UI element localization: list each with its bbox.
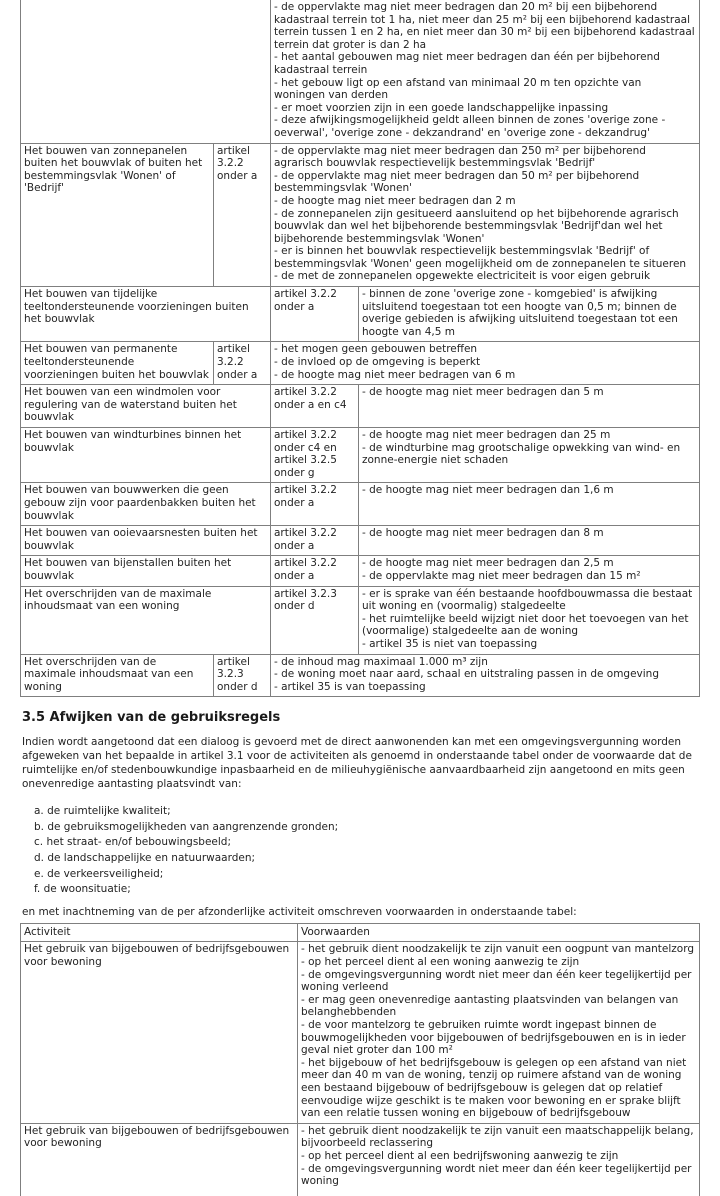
activity-cell: Het gebruik van bijgebouwen of bedrijfsgebouwen voor bewoning	[21, 1124, 298, 1196]
activity-cell: Het bouwen van bouwwerken die geen gebouw zijn voor paardenbakken buiten het bouwvlak	[21, 483, 271, 525]
condition-item: - de windturbine mag grootschalige opwekking van wind- en zonne-energie niet schaden	[362, 441, 681, 467]
conditions-cell	[271, 0, 700, 143]
condition-item: - de inhoud mag maximaal 1.000 m³ zijn	[274, 655, 488, 668]
activity-cell	[21, 0, 271, 143]
criteria-item: c. het straat- en/of bebouwingsbeeld;	[34, 836, 232, 849]
activity-cell: Het bouwen van tijdelijke teeltondersteunende voorzieningen buiten het bouwvlak	[21, 287, 271, 341]
criteria-list	[34, 804, 700, 898]
condition-item: - de zonnepanelen zijn gesitueerd aansluitend op het bijbehorende agrarisch bouwvlak dan wel het bijbehorende bestemmingsvlak 'Bedrijf'dan wel het bijbehorende bestemmingsvlak 'Wonen'	[274, 207, 679, 245]
conditions-cell	[359, 556, 700, 585]
rule-row	[21, 556, 700, 586]
activity-cell: Het bouwen van permanente teeltondersteunende voorzieningen buiten het bouwvlak	[21, 342, 214, 384]
activity-cell: Het bouwen van bijenstallen buiten het bouwvlak	[21, 556, 271, 585]
rule-row	[21, 428, 700, 483]
condition-item: - het ruimtelijke beeld wijzigt niet door het toevoegen van het (voormalige) stalgedeelte aan de woning	[362, 612, 689, 638]
section-intro: Indien wordt aangetoond dat een dialoog is gevoerd met de direct aanwonenden kan met een omgevingsvergunning worden afgeweken van het bepaalde in artikel 3.1 voor de activiteiten als genoemd in onderstaande tabel onder de voorwaarde dat de ruimtelijke en/of stedenbouwkundige inpasbaarheid en de milieuhygiënische aanvaardbaarheid zijn aangetoond en mits geen onevenredige aantasting plaatsvindt van:	[22, 736, 692, 791]
rule-row	[21, 0, 700, 144]
condition-item: - artikel 35 is van toepassing	[274, 680, 426, 693]
condition-item: - de hoogte mag niet meer bedragen dan 2,5 m	[362, 557, 614, 570]
condition-item: - er is sprake van één bestaande hoofdbouwmassa die bestaat uit woning en (voormalig) stalgedeelte	[362, 587, 693, 613]
rule-row	[21, 587, 700, 655]
article-cell: artikel 3.2.2 onder a	[214, 144, 271, 287]
conditions-cell	[359, 287, 700, 341]
activity-cell: Het overschrijden van de maximale inhoudsmaat van een woning	[21, 587, 271, 654]
rule-row	[21, 287, 700, 342]
activity-cell: Het bouwen van ooievaarsnesten buiten het bouwvlak	[21, 526, 271, 555]
condition-item: - de hoogte mag niet meer bedragen dan 8 m	[362, 527, 604, 540]
condition-item: - de woning moet naar aard, schaal en uitstraling passen in de omgeving	[274, 668, 660, 681]
conditions-cell	[359, 587, 700, 654]
activity-cell: Het bouwen van een windmolen voor regulering van de waterstand buiten het bouwvlak	[21, 385, 271, 427]
condition-item: - de omgevingsvergunning wordt niet meer dan één keer tegelijkertijd per woning verleend	[301, 968, 692, 994]
activity-cell: Het overschrijden van de maximale inhoudsmaat van een woning	[21, 655, 214, 697]
rule-row	[21, 483, 700, 526]
column-header-activiteit: Activiteit	[21, 924, 298, 942]
conditions-cell	[298, 942, 700, 1122]
use-rule-row	[21, 942, 700, 1123]
article-cell: artikel 3.2.3 onder d	[271, 587, 359, 654]
activity-cell: Het bouwen van windturbines binnen het bouwvlak	[21, 428, 271, 482]
conditions-cell	[359, 526, 700, 555]
condition-item: - op het perceel dient al een bedrijfswoning aanwezig te zijn	[301, 1149, 619, 1162]
article-cell: artikel 3.2.2 onder a	[271, 287, 359, 341]
conditions-cell	[271, 655, 700, 697]
table-intro: en met inachtneming van de per afzonderlijke activiteit omschreven voorwaarden in onderstaande tabel:	[22, 905, 577, 918]
conditions-cell	[359, 483, 700, 525]
condition-item: - de oppervlakte mag niet meer bedragen dan 50 m² per bijbehorend bestemmingsvlak 'Wonen'	[274, 169, 640, 195]
condition-item: - de hoogte mag niet meer bedragen van 6 m	[274, 368, 516, 381]
rule-row	[21, 655, 700, 698]
article-cell: artikel 3.2.2 onder a	[214, 342, 271, 384]
condition-item: - er is binnen het bouwvlak respectievelijk bestemmingsvlak 'Bedrijf' of bestemmingsvlak 'Wonen' geen mogelijkheid om de zonnepanelen te situeren	[274, 245, 687, 270]
condition-item: - het bijgebouw of het bedrijfsgebouw is gelegen op een afstand van niet meer dan 40 m van de woning, tenzij op ruimere afstand van de woning een bestaand bijgebouw of bedrijfsgebouw is gelegen dat op relatief eenvoudige wijze geschikt is te maken voor bewoning en er sprake blijft van een relatie tussen woning en bijgebouw of bedrijfsgebouw	[301, 1056, 687, 1120]
article-cell: artikel 3.2.2 onder a	[271, 556, 359, 585]
condition-item: - het mogen geen gebouwen betreffen	[274, 343, 478, 356]
condition-item: - de oppervlakte mag niet meer bedragen dan 250 m² per bijbehorend agrarisch bouwvlak respectievelijk bestemmingsvlak 'Bedrijf'	[274, 144, 646, 170]
conditions-cell	[359, 385, 700, 427]
rule-row	[21, 385, 700, 428]
condition-item: - de hoogte mag niet meer bedragen dan 5 m	[362, 386, 604, 399]
rule-row	[21, 144, 700, 288]
condition-item: - de invloed op de omgeving is beperkt	[274, 356, 481, 369]
criteria-item: a. de ruimtelijke kwaliteit;	[34, 805, 171, 818]
section-heading: 3.5 Afwijken van de gebruiksregels	[22, 710, 281, 726]
condition-item: - de oppervlakte mag niet meer bedragen dan 20 m² bij een bijbehorend kadastraal terrein tot 1 ha, niet meer dan 25 m² bij een bijbehorend kadastraal terrein tussen 1 en 2 ha, en niet meer dan 30 m² bij een bijbehorend kadastraal terrein dat groter is dan 2 ha	[274, 1, 695, 51]
column-header-voorwaarden: Voorwaarden	[298, 924, 700, 942]
criteria-item: d. de landschappelijke en natuurwaarden;	[34, 852, 256, 865]
condition-item: - artikel 35 is niet van toepassing	[362, 637, 538, 650]
conditions-cell	[298, 1124, 700, 1196]
condition-item: - het gebruik dient noodzakelijk te zijn vanuit een maatschappelijk belang, bijvoorbeeld reclassering	[301, 1124, 694, 1150]
condition-item: - deze afwijkingsmogelijkheid geldt alleen binnen de zones 'overige zone - oeverwal', 'overige zone - dekzandrand' en 'overige zone - dekzandrug'	[274, 114, 666, 139]
activity-cell: Het bouwen van zonnepanelen buiten het bouwvlak of buiten het bestemmingsvlak 'Wonen' of 'Bedrijf'	[21, 144, 214, 287]
header-row	[21, 924, 700, 943]
condition-item: - er mag geen onevenredige aantasting plaatsvinden van belangen van belanghebbenden	[301, 993, 679, 1019]
building-rules-table	[20, 0, 700, 697]
article-cell: artikel 3.2.2 onder a en c4	[271, 385, 359, 427]
article-cell: artikel 3.2.2 onder c4 en artikel 3.2.5 onder g	[271, 428, 359, 482]
criteria-item: f. de woonsituatie;	[34, 883, 131, 896]
condition-item: - de met de zonnepanelen opgewekte electriciteit is voor eigen gebruik	[274, 270, 651, 283]
condition-item: - op het perceel dient al een woning aanwezig te zijn	[301, 956, 580, 969]
condition-item: - de omgevingsvergunning wordt niet meer dan één keer tegelijkertijd per woning	[301, 1162, 692, 1188]
condition-item: - de voor mantelzorg te gebruiken ruimte wordt ingepast binnen de bouwmogelijkheden voor bijgebouwen of bedrijfsgebouwen en is in ieder geval niet groter dan 100 m²	[301, 1019, 686, 1057]
conditions-cell	[271, 144, 700, 287]
activity-cell: Het gebruik van bijgebouwen of bedrijfsgebouwen voor bewoning	[21, 942, 298, 1122]
condition-item: - binnen de zone 'overige zone - komgebied' is afwijking uitsluitend toegestaan tot een hoogte van 0,5 m; binnen de overige gebieden is afwijking uitsluitend toegestaan tot een hoogte van 4,5 m	[362, 288, 678, 338]
condition-item: - het gebouw ligt op een afstand van minimaal 20 m ten opzichte van woningen van derden	[274, 76, 642, 102]
article-cell: artikel 3.2.2 onder a	[271, 483, 359, 525]
article-cell: artikel 3.2.2 onder a	[271, 526, 359, 555]
article-cell: artikel 3.2.3 onder d	[214, 655, 271, 697]
condition-item: - de hoogte mag niet meer bedragen dan 1,6 m	[362, 484, 614, 497]
condition-item: - het aantal gebouwen mag niet meer bedragen dan één per bijbehorend kadastraal terrein	[274, 51, 660, 76]
rule-row	[21, 342, 700, 385]
use-rules-table	[20, 923, 700, 1196]
use-rule-row	[21, 1124, 700, 1196]
condition-item: - er moet voorzien zijn in een goede landschappelijke inpassing	[274, 101, 609, 114]
conditions-cell	[271, 342, 700, 384]
conditions-cell	[359, 428, 700, 482]
condition-item: - het gebruik dient noodzakelijk te zijn vanuit een oogpunt van mantelzorg	[301, 943, 695, 956]
condition-item: - de hoogte mag niet meer bedragen dan 2 m	[274, 194, 516, 207]
condition-item: - de oppervlakte mag niet meer bedragen dan 15 m²	[362, 569, 641, 582]
criteria-item: e. de verkeersveiligheid;	[34, 867, 164, 880]
rule-row	[21, 526, 700, 556]
condition-item: - de hoogte mag niet meer bedragen dan 25 m	[362, 429, 611, 441]
criteria-item: b. de gebruiksmogelijkheden van aangrenzende gronden;	[34, 820, 339, 833]
